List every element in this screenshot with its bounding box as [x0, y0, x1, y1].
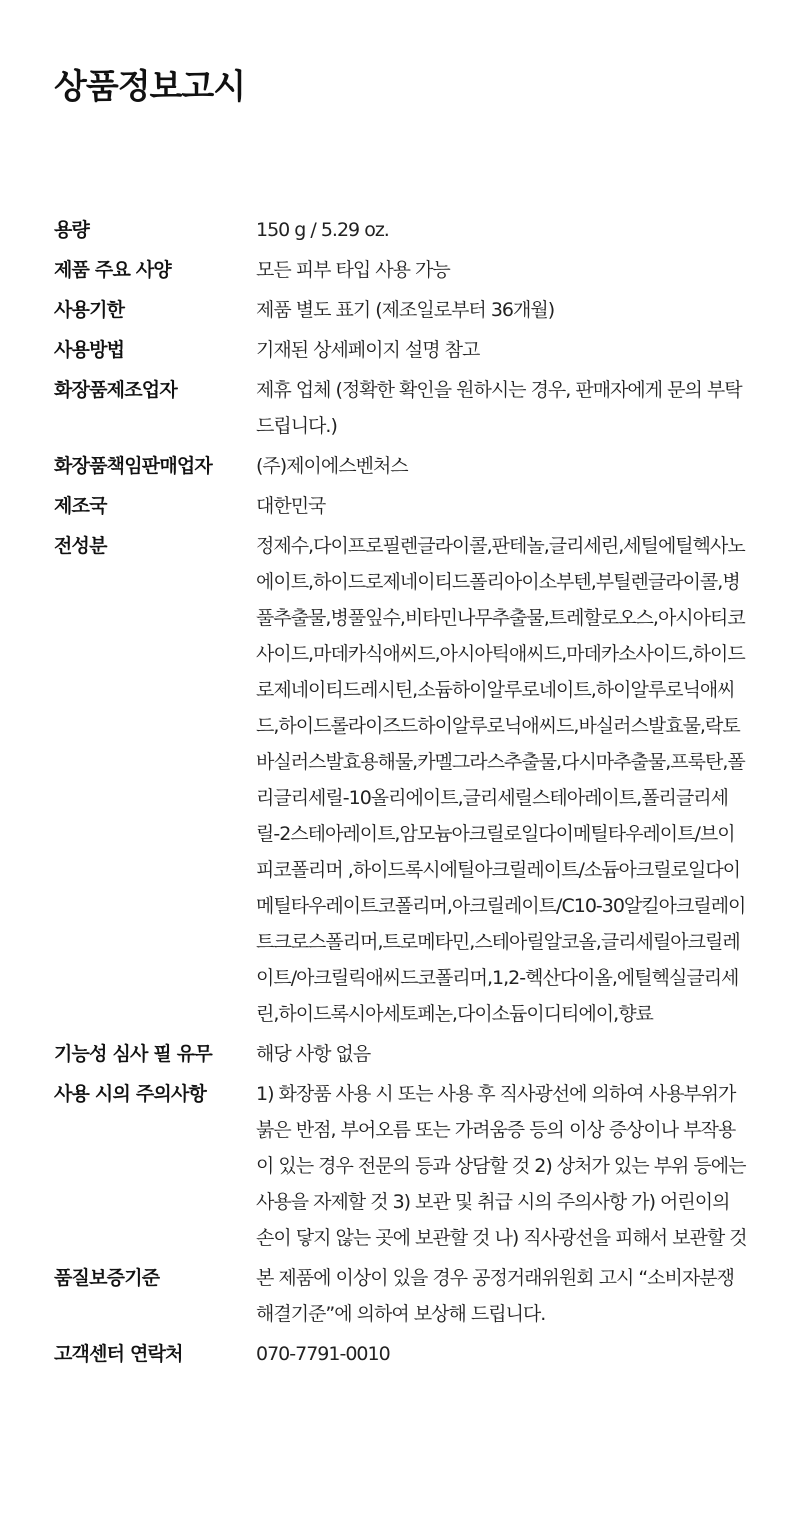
- product-info-table: [54, 212, 748, 1376]
- row-value: 해당 사항 없음: [256, 1043, 371, 1065]
- info-row-capacity: [54, 212, 748, 252]
- row-value: 070-7791-0010: [256, 1343, 390, 1365]
- row-value: 제휴 업체 (정확한 확인을 원하시는 경우, 판매자에게 문의 부탁드립니다.): [256, 379, 742, 437]
- row-value: 1) 화장품 사용 시 또는 사용 후 직사광선에 의하여 사용부위가 붉은 반점, 부어오름 또는 가려움증 등의 이상 증상이나 부작용이 있는 경우 전문의 등과 상담할 것 2) 상처가 있는 부위 등에는 사용을 자제할 것 3) 보관 및 취급 시의 주의사항 가) 어린이의 손이 닿지 않는 곳에 보관할 것 나) 직사광선을 피해서 보관할 것: [256, 1083, 747, 1249]
- row-label: 사용방법: [54, 339, 125, 361]
- info-row-country: [54, 488, 748, 528]
- row-label: 품질보증기준: [54, 1267, 160, 1289]
- row-label: 화장품제조업자: [54, 379, 177, 401]
- info-row-expiry: [54, 292, 748, 332]
- row-label: 제조국: [54, 495, 107, 517]
- row-value: 제품 별도 표기 (제조일로부터 36개월): [256, 299, 555, 321]
- row-label: 고객센터 연락처: [54, 1343, 183, 1365]
- row-value: 대한민국: [256, 495, 326, 517]
- row-label: 제품 주요 사양: [54, 259, 171, 281]
- info-row-ingredients: [54, 528, 748, 1036]
- row-label: 전성분: [54, 535, 107, 557]
- info-row-responsible-seller: [54, 448, 748, 488]
- row-label: 사용 시의 주의사항: [54, 1083, 207, 1105]
- row-value: 기재된 상세페이지 설명 참고: [256, 339, 480, 361]
- row-label: 사용기한: [54, 299, 125, 321]
- row-label: 기능성 심사 필 유무: [54, 1043, 212, 1065]
- info-row-customer-center: [54, 1336, 748, 1376]
- info-row-main-spec: [54, 252, 748, 292]
- info-row-manufacturer: [54, 372, 748, 448]
- row-value: 150 g / 5.29 oz.: [256, 219, 389, 241]
- row-value: 본 제품에 이상이 있을 경우 공정거래위원회 고시 “소비자분쟁해결기준”에 의하여 보상해 드립니다.: [256, 1267, 734, 1325]
- row-label: 화장품책임판매업자: [54, 455, 212, 477]
- page-title: 상품정보고시: [54, 67, 246, 107]
- info-row-quality-standard: [54, 1260, 748, 1336]
- info-row-precautions: [54, 1076, 748, 1260]
- info-row-usage: [54, 332, 748, 372]
- row-label: 용량: [54, 219, 90, 241]
- row-value: 정제수,다이프로필렌글라이콜,판테놀,글리세린,세틸에틸헥사노에이트,하이드로제네이티드폴리아이소부텐,부틸렌글라이콜,병풀추출물,병풀잎수,비타민나무추출물,트레할로오스,아시아티코사이드,마데카식애씨드,아시아틱애씨드,마데카소사이드,하이드로제네이티드레시틴,소듐하이알루로네이트,하이알루로닉애씨드,하이드롤라이즈드하이알루로닉애씨드,바실러스발효물,락토바실러스발효용해물,카멜그라스추출물,다시마추출물,프룩탄,폴리글리세릴-10올리에이트,글리세릴스테아레이트,폴리글리세릴-2스테아레이트,암모늄아크릴로일다이메틸타우레이트/브이피코폴리머 ,하이드록시에틸아크릴레이트/소듐아크릴로일다이메틸타우레이트코폴리머,아크릴레이트/C10-30알킬아크릴레이트크로스폴리머,트로메타민,스테아릴알코올,글리세릴아크릴레이트/아크릴릭애씨드코폴리머,1,2-헥산다이올,에틸헥실글리세린,하이드록시아세토페논,다이소듐이디티에이,향료: [256, 535, 746, 1025]
- row-value: (주)제이에스벤처스: [256, 455, 408, 477]
- row-value: 모든 피부 타입 사용 가능: [256, 259, 450, 281]
- info-row-functional-review: [54, 1036, 748, 1076]
